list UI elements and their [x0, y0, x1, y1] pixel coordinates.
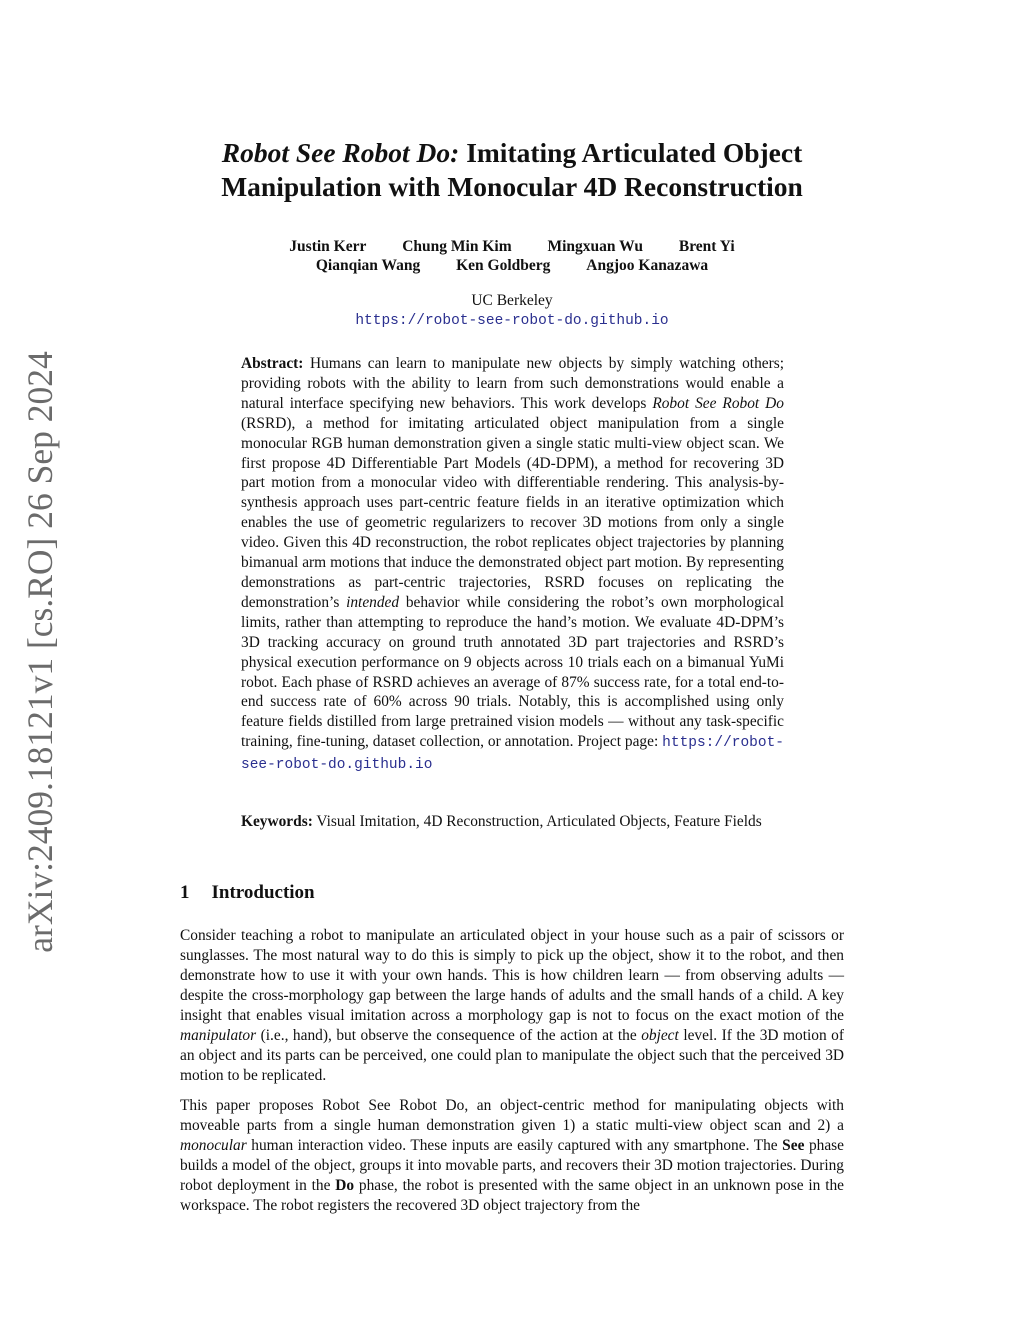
body-paragraph: [180, 926, 844, 1086]
author-row-2: [150, 256, 874, 275]
abstract-section: [241, 354, 784, 776]
body-text: level. If the 3D motion of an object and its parts can be perceived, one could plan to manipulate the object such that the perceived 3D motion to be replicated.: [180, 1027, 845, 1084]
section-number: 1: [180, 882, 190, 903]
keywords-list: Visual Imitation, 4D Reconstruction, Articulated Objects, Feature Fields: [312, 813, 762, 830]
arxiv-identifier: arXiv:2409.18121v1 [cs.RO] 26 Sep 2024: [20, 351, 60, 953]
body-text: human interaction video. These inputs are easily captured with any smartphone. The: [246, 1137, 783, 1154]
institution: UC Berkeley: [471, 292, 553, 309]
body-bold: See: [782, 1137, 805, 1154]
body-emphasis: monocular: [180, 1137, 247, 1154]
abstract-project-url-link[interactable]: https://robot-see-robot-do.github.io: [241, 735, 784, 774]
abstract-paragraph: [241, 354, 784, 776]
affiliation-block: [150, 291, 874, 331]
body-emphasis: object: [641, 1027, 679, 1044]
author-row-1: [150, 237, 874, 256]
body-emphasis: manipulator: [180, 1027, 257, 1044]
author-list: [150, 237, 874, 275]
keywords-section: [241, 812, 784, 832]
introduction-body: [180, 926, 844, 1226]
project-url-link[interactable]: https://robot-see-robot-do.github.io: [355, 313, 669, 329]
body-bold: Do: [335, 1177, 355, 1194]
abstract-label: Abstract:: [241, 355, 304, 372]
author-name: Brent Yi: [678, 238, 735, 255]
body-text: Consider teaching a robot to manipulate an articulated object in your house such as a pair of scissors or sunglasses. The most natural way to do this is simply to pick up the object, show it to the robot, and then demonstrate how to use it with your own hands. This is how children learn — from observing adults — despite the cross-morphology gap between the large hands of adults and the small hands of a child. A key insight that enables visual imitation across a morphology gap is not to focus on the exact motion of the: [180, 927, 844, 1024]
abstract-emphasis: intended: [346, 593, 400, 611]
body-text: This paper proposes Robot See Robot Do, an object-centric method for manipulating objects with moveable parts from a single human demonstration given 1) a static multi-view object scan and 2) a: [180, 1097, 844, 1134]
abstract-text: Humans can learn to manipulate new objects by simply watching others; providing robots with the ability to learn from such demonstrations would enable a natural interface specifying new behaviors. This work develops: [241, 355, 784, 412]
author-name: Justin Kerr: [289, 238, 367, 255]
abstract-method-name: Robot See Robot Do: [652, 394, 784, 412]
body-paragraph: [180, 1096, 844, 1216]
body-text: phase builds a model of the object, groups it into movable parts, and recovers their 3D motion trajectories. During robot deployment in the: [180, 1137, 844, 1194]
section-heading: [180, 882, 315, 904]
body-text: phase, the robot is presented with the same object in an unknown pose in the workspace. The robot registers the recovered 3D object trajectory from the: [180, 1177, 844, 1214]
keywords-paragraph: [241, 812, 784, 832]
author-name: Ken Goldberg: [456, 257, 551, 274]
abstract-text: (RSRD), a method for imitating articulated object manipulation from a single monocular RGB human demonstration given a single static multi-view object scan. We first propose 4D Differentiable Part Models (4D-DPM), a method for recovering 3D part motion from a monocular video with differentiable rendering. This analysis-by-synthesis approach uses part-centric feature fields in an iterative optimization which enables the use of geometric regularizers to recover 3D motions from only a single video. Given this 4D reconstruction, the robot replicates object trajectories by planning bimanual arm motions that induce the demonstrated object part motion. By representing demonstrations as part-centric trajectories, RSRD focuses on replicating the demonstration’s: [241, 414, 784, 611]
title-main-part: Imitating Articulated Object Manipulation with Monocular 4D Reconstruction: [221, 137, 803, 202]
abstract-text: behavior while considering the robot’s own morphological limits, rather than attempting to reproduce the hand’s motion. We evaluate 4D-DPM’s 3D tracking accuracy on ground truth annotated 3D part trajectories and RSRD’s physical execution performance on 9 objects across 10 trials each on a bimanual YuMi robot. Each phase of RSRD achieves an average of 87% success rate, for a total end-to-end success rate of 60% across 90 trials. Notably, this is accomplished using only feature fields distilled from large pretrained vision models — without any task-specific training, fine-tuning, dataset collection, or annotation. Project page:: [241, 593, 784, 751]
author-name: Mingxuan Wu: [547, 238, 643, 255]
paper-title: [150, 136, 874, 204]
section-title: Introduction: [211, 882, 315, 903]
author-name: Angjoo Kanazawa: [586, 257, 709, 274]
author-name: Qianqian Wang: [315, 257, 421, 274]
body-text: (i.e., hand), but observe the consequence of the action at the: [256, 1027, 642, 1044]
author-name: Chung Min Kim: [402, 238, 512, 255]
keywords-label: Keywords:: [241, 813, 313, 830]
title-italic-part: Robot See Robot Do:: [221, 137, 460, 168]
